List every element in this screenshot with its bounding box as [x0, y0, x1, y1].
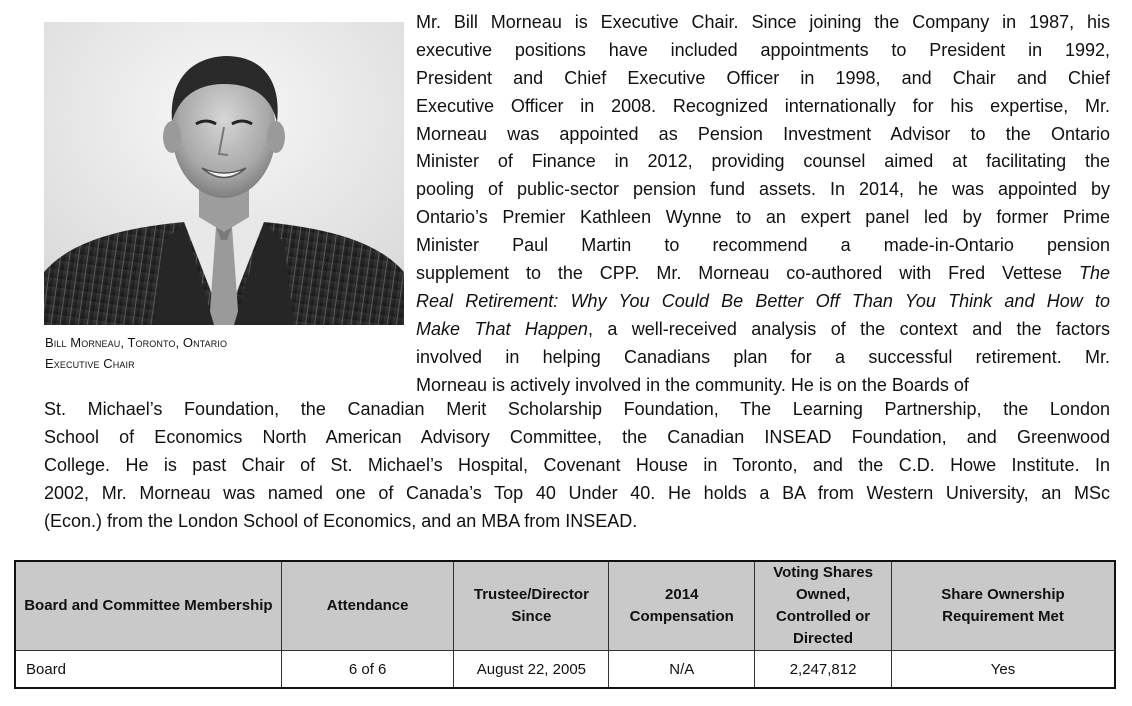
bio-line: 2002, Mr. Morneau was named one of Canada’s Top 40 Under 40. He holds a BA from Western University, an MSc — [44, 482, 1110, 503]
portrait-caption — [45, 332, 405, 374]
cell-shares: 2,247,812 — [755, 651, 892, 689]
table-header-row — [15, 561, 1115, 651]
book-title-part: Real Retirement: Why You Could Be Better Off Than You Think and How to — [416, 290, 1110, 311]
bio-text: supplement to the CPP. Mr. Morneau co-authored with Fred Vettese — [416, 263, 1079, 284]
bio-line: Minister of Finance in 2012, providing counsel aimed at facilitating the — [416, 151, 1110, 172]
bio-line: School of Economics North American Advisory Committee, the Canadian INSEAD Foundation, and Greenwood — [44, 426, 1110, 447]
cell-compensation: N/A — [609, 651, 755, 689]
bio-line-italic — [416, 288, 1110, 316]
cell-requirement: Yes — [891, 651, 1115, 689]
bio-line-mixed — [416, 260, 1110, 288]
table-row — [15, 651, 1115, 689]
membership-table-wrapper — [14, 560, 1116, 689]
bio-line: Mr. Bill Morneau is Executive Chair. Since joining the Company in 1987, his — [416, 12, 1110, 32]
bio-line: (Econ.) from the London School of Economics, and an MBA from INSEAD. — [44, 510, 638, 531]
bio-line: Morneau was appointed as Pension Investment Advisor to the Ontario — [416, 123, 1110, 144]
caption-name-location: Bill Morneau, Toronto, Ontario — [45, 335, 228, 350]
bio-line: Morneau is actively involved in the community. He is on the Boards of — [416, 374, 969, 395]
bio-line: Minister Paul Martin to recommend a made-in-Ontario pension — [416, 235, 1110, 256]
bio-line: pooling of public-sector pension fund assets. In 2014, he was appointed by — [416, 179, 1110, 200]
bio-line: St. Michael’s Foundation, the Canadian Merit Scholarship Foundation, The Learning Partnership, the London — [44, 399, 1110, 419]
cell-attendance: 6 of 6 — [281, 651, 454, 689]
header-compensation: 2014 Compensation — [609, 561, 755, 651]
bio-full-width — [44, 396, 1110, 535]
bio-column — [416, 9, 1110, 399]
book-title-part: Make That Happen — [416, 318, 588, 339]
bio-line: College. He is past Chair of St. Michael’s Hospital, Covenant House in Toronto, and the C.D. Howe Institute. In — [44, 454, 1110, 475]
header-requirement: Share Ownership Requirement Met — [891, 561, 1115, 651]
header-membership: Board and Committee Membership — [15, 561, 281, 651]
portrait-illustration — [44, 22, 404, 325]
bio-line: Executive Officer in 2008. Recognized internationally for his expertise, Mr. — [416, 95, 1110, 116]
bio-line: President and Chief Executive Officer in 1998, and Chair and Chief — [416, 67, 1110, 88]
bio-text: , a well-received analysis of the context and the factors — [587, 318, 1110, 339]
header-attendance: Attendance — [281, 561, 454, 651]
header-shares: Voting Shares Owned, Controlled or Directed — [755, 561, 892, 651]
bio-line-mixed — [416, 316, 1110, 344]
bio-line: Ontario’s Premier Kathleen Wynne to an expert panel led by former Prime — [416, 207, 1110, 228]
bio-line: executive positions have included appointments to President in 1992, — [416, 39, 1110, 60]
membership-table — [14, 560, 1116, 689]
portrait-photo — [44, 22, 404, 325]
cell-membership: Board — [15, 651, 281, 689]
header-since: Trustee/Director Since — [454, 561, 609, 651]
caption-title: Executive Chair — [45, 356, 135, 371]
cell-since: August 22, 2005 — [454, 651, 609, 689]
book-title-part: The — [1078, 263, 1110, 284]
bio-line: involved in helping Canadians plan for a successful retirement. Mr. — [416, 346, 1110, 367]
